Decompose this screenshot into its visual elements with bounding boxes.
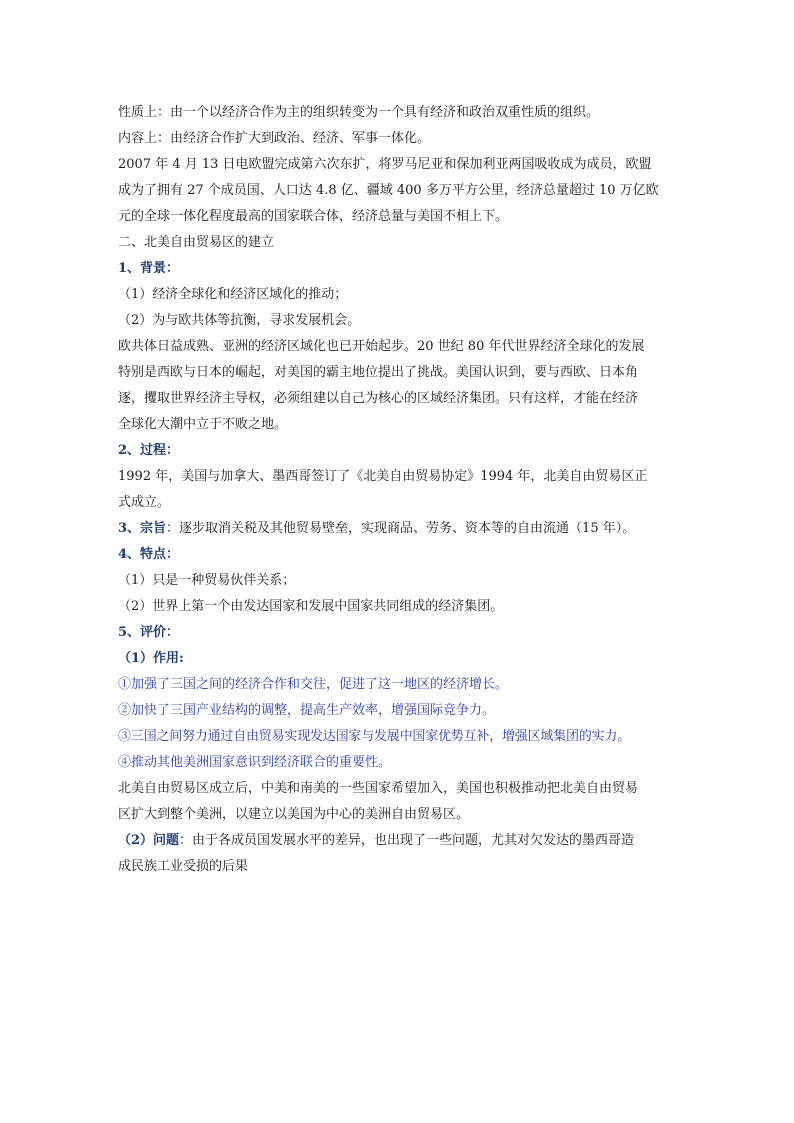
after-paragraph-line-2: 区扩大到整个美洲，以建立以美国为中心的美洲自由贸易区。 — [118, 807, 470, 822]
effect-item-4: ④推动其他美洲国家意识到经济联合的重要性。 — [118, 755, 392, 770]
paragraph-content: 内容上：由经济合作扩大到政治、经济、军事一体化。 — [118, 131, 431, 146]
section-title: 二、北美自由贸易区的建立 — [118, 235, 275, 250]
paragraph-nature: 性质上：由一个以经济合作为主的组织转变为一个具有经济和政治双重性质的组织。 — [118, 105, 600, 120]
problem-text: ：由于各成员国发展水平的差异，也出现了一些问题，尤其对欠发达的墨西哥造 — [179, 833, 635, 848]
effect-item-2: ②加快了三国产业结构的调整，提高生产效率，增强国际竞争力。 — [118, 703, 496, 718]
background-item-1: （1）经济全球化和经济区域化的推动； — [118, 287, 348, 302]
feature-item-2: （2）世界上第一个由发达国家和发展中国家共同组成的经济集团。 — [118, 599, 504, 614]
background-paragraph-line-1: 欧共体日益成熟、亚洲的经济区域化也已开始起步。20 世纪 80 年代世界经济全球化的发展 — [118, 339, 645, 354]
heading-background: 1、背景： — [118, 261, 180, 276]
background-paragraph-line-4: 全球化大潮中立于不败之地。 — [118, 417, 288, 432]
document-body — [118, 100, 678, 880]
background-item-2: （2）为与欧共体等抗衡，寻求发展机会。 — [118, 313, 361, 328]
after-paragraph-line-1: 北美自由贸易区成立后，中美和南美的一些国家希望加入，美国也积极推动把北美自由贸易 — [118, 781, 639, 796]
heading-features: 4、特点： — [118, 547, 180, 562]
aim-text: ：逐步取消关税及其他贸易壁垒，实现商品、劳务、资本等的自由流通（15 年）。 — [166, 521, 636, 536]
heading-process: 2、过程： — [118, 443, 180, 458]
background-paragraph-line-3: 逐，攫取世界经济主导权，必须组建以自己为核心的区域经济集团。只有这样，才能在经济 — [118, 391, 639, 406]
problem-line-2: 成民族工业受损的后果 — [118, 859, 249, 874]
effect-item-1: ①加强了三国之间的经济合作和交往，促进了这一地区的经济增长。 — [118, 677, 509, 692]
heading-aim: 3、宗旨 — [118, 521, 167, 536]
paragraph-eu-line-3: 元的全球一体化程度最高的国家联合体，经济总量与美国不相上下。 — [118, 209, 509, 224]
aim-line — [118, 516, 678, 542]
background-paragraph-line-2: 特别是西欧与日本的崛起，对美国的霸主地位提出了挑战。美国认识到，要与西欧、日本角 — [118, 365, 639, 380]
process-line-2: 式成立。 — [118, 495, 171, 510]
heading-problems: （2）问题 — [118, 833, 180, 848]
process-line-1: 1992 年，美国与加拿大、墨西哥签订了《北美自由贸易协定》1994 年，北美自由贸易区正 — [118, 469, 648, 484]
feature-item-1: （1）只是一种贸易伙伴关系； — [118, 573, 296, 588]
heading-evaluation: 5、评价： — [118, 625, 180, 640]
problem-line-1 — [118, 828, 678, 854]
paragraph-eu-line-1: 2007 年 4 月 13 日电欧盟完成第六次东扩，将罗马尼亚和保加利亚两国吸收成为成员，欧盟 — [118, 157, 652, 172]
heading-effects: （1）作用: — [118, 651, 184, 666]
paragraph-eu-line-2: 成为了拥有 27 个成员国、人口达 4.8 亿、疆域 400 多万平方公里，经济总量超过 10 万亿欧 — [118, 183, 659, 198]
effect-item-3: ③三国之间努力通过自由贸易实现发达国家与发展中国家优势互补，增强区域集团的实力。 — [118, 729, 631, 744]
